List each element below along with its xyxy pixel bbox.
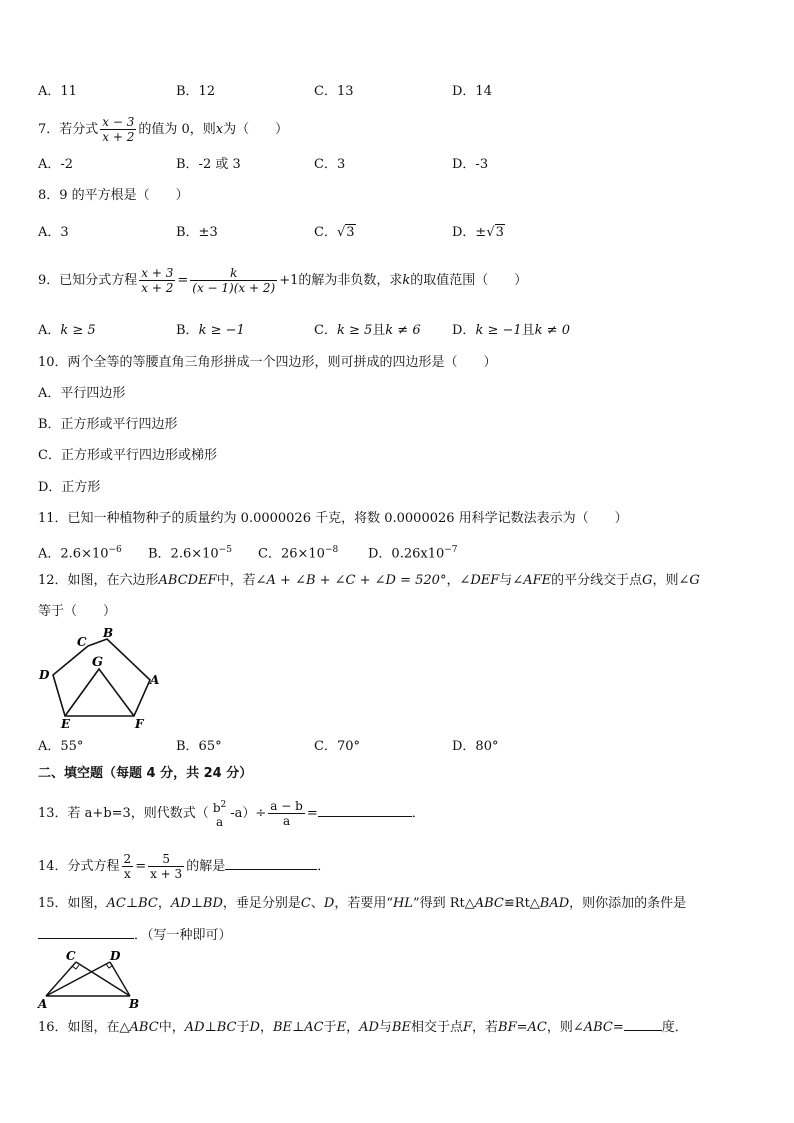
- q16-point-e: E: [336, 1020, 347, 1035]
- q7-suffix-a: 的值为 0，则: [138, 122, 216, 137]
- q9-option-d-and: 且: [521, 323, 535, 338]
- q15-p7: ≌Rt△: [503, 896, 540, 911]
- q11-option-d-exp: −7: [444, 545, 458, 555]
- q12-hexagon-figure: [34, 624, 164, 734]
- q7-var: x: [215, 122, 224, 137]
- bisector-lines: [65, 669, 134, 716]
- q12-angle-def: ∠DEF: [459, 573, 500, 588]
- q15-p5: ，若要用“: [334, 896, 393, 911]
- label-e: E: [61, 717, 71, 731]
- q12-option-c: C．70°: [314, 739, 360, 754]
- q12-p3: ，: [446, 573, 460, 588]
- q12-angle-afe: ∠AFE: [512, 573, 552, 588]
- q15-line2-text: ．（写一种即可）: [134, 928, 232, 943]
- q12-option-d: D．80°: [452, 739, 499, 754]
- q15-point-c: C: [300, 896, 311, 911]
- q8-option-c-label: C．: [314, 225, 337, 240]
- question-16: [38, 1018, 688, 1037]
- q16-p10: ，则∠: [546, 1020, 584, 1035]
- label-d: D: [110, 949, 121, 963]
- q13-f2-den: a: [282, 814, 291, 828]
- q16-p7: 与: [378, 1020, 392, 1035]
- q9-option-d: [452, 322, 570, 340]
- q7-suffix-b: 为（ ）: [223, 122, 289, 137]
- q6-option-d: D．14: [452, 84, 492, 99]
- q11-option-d-base: D．0.26x10: [368, 546, 445, 562]
- q15-bad: BAD: [539, 896, 570, 911]
- question-8: 8．9 的平方根是（ ）: [38, 188, 189, 203]
- q15-p8: ，则你添加的条件是: [569, 896, 687, 911]
- q7-fraction: [100, 115, 136, 144]
- q9-option-b-label: B．: [176, 323, 199, 338]
- q7-option-c: C．3: [314, 157, 346, 172]
- q14-fraction-2: [148, 852, 184, 881]
- q9-option-c-label: C．: [314, 323, 337, 338]
- question-10: 10．两个全等的等腰直角三角形拼成一个四边形，则可拼成的四边形是（ ）: [38, 355, 497, 370]
- q11-option-d: [368, 541, 458, 563]
- q16-ad: AD: [359, 1020, 379, 1035]
- q12-point-g-2: G: [689, 573, 700, 588]
- q16-be: BE: [391, 1020, 411, 1035]
- q16-be-perp-ac: BE⊥AC: [272, 1020, 324, 1035]
- q13-f1-den: a: [215, 815, 224, 829]
- q14-end: ．: [317, 859, 331, 874]
- q11-option-a-base: A．2.6×10: [38, 546, 109, 562]
- q14-suffix: 的解是: [186, 859, 226, 874]
- q13-f1-num-base: b: [212, 801, 221, 815]
- q16-p4: ，: [259, 1020, 273, 1035]
- q10-option-c: C．正方形或平行四边形或梯形: [38, 448, 217, 463]
- segment-ac: [46, 962, 76, 996]
- q16-ad-perp-bc: AD⊥BC: [184, 1020, 237, 1035]
- q16-answer-blank[interactable]: [624, 1018, 662, 1031]
- q8-option-d: [452, 224, 505, 242]
- q8-option-c: [314, 224, 356, 242]
- q9-prefix: 9．已知分式方程: [38, 273, 138, 288]
- q9-option-c-expr-b: k ≠ 6: [385, 323, 421, 338]
- label-b: B: [129, 997, 140, 1010]
- q12-angle-sum: ∠A + ∠B + ∠C + ∠D = 520°: [255, 573, 447, 588]
- section-2-title: 二、填空题（每题 4 分，共 24 分）: [38, 766, 253, 781]
- q16-point-d: D: [249, 1020, 260, 1035]
- sqrt-icon: √3: [486, 225, 504, 240]
- segment-cb: [76, 962, 130, 996]
- q13-f1-num: [211, 798, 228, 815]
- q15-p2: ，: [157, 896, 171, 911]
- question-15: [38, 895, 686, 913]
- q15-p3: ，垂足分别是: [222, 896, 301, 911]
- q11-option-b: [148, 541, 232, 563]
- label-a: A: [38, 997, 48, 1010]
- q12-hexagon-name: ABCDEF: [158, 573, 217, 588]
- q13-fraction-2: [268, 799, 305, 828]
- q9-var: k: [402, 273, 411, 288]
- q9-plus-one: +1: [279, 273, 299, 288]
- q16-p2: 中，: [158, 1020, 185, 1035]
- q10-option-a: A．平行四边形: [38, 386, 126, 401]
- q13-end: ．: [411, 806, 425, 821]
- q9-lhs-den: x + 2: [141, 281, 174, 295]
- q8-option-c-radicand: 3: [346, 225, 355, 240]
- question-7: [38, 115, 288, 144]
- question-13: [38, 798, 425, 829]
- label-c: C: [66, 949, 76, 963]
- q7-frac-den: x + 2: [102, 130, 135, 144]
- q9-rhs-num: k: [190, 266, 277, 281]
- q9-option-d-label: D．: [452, 323, 476, 338]
- q7-frac-num: x − 3: [102, 115, 135, 129]
- q11-option-a-exp: −6: [108, 545, 122, 555]
- q16-p6: ，: [346, 1020, 360, 1035]
- label-d: D: [39, 668, 50, 682]
- q9-lhs-num: x + 3: [141, 266, 174, 280]
- q14-f2-den: x + 3: [150, 867, 183, 881]
- q12-option-b: B．65°: [176, 739, 222, 754]
- q15-p6: ”得到 Rt△: [412, 896, 475, 911]
- q6-option-b: B．12: [176, 84, 216, 99]
- q11-option-c-exp: −8: [324, 545, 339, 555]
- q16-abc-2: ABC: [583, 1020, 613, 1035]
- q13-prefix: 13．若 a+b=3，则代数式（: [38, 806, 209, 821]
- q8-option-d-label: D．±: [452, 225, 487, 240]
- q16-p8: 相交于点: [410, 1020, 463, 1035]
- q9-option-c-expr-a: k ≥ 5: [336, 323, 373, 338]
- q12-line-2: 等于（ ）: [38, 604, 117, 619]
- q15-ad-perp-bd: AD⊥BD: [170, 896, 223, 911]
- q12-p4: 与: [499, 573, 513, 588]
- segment-db: [110, 962, 130, 996]
- q15-p1: 15．如图，: [38, 896, 107, 911]
- q9-suffix: 的取值范围（ ）: [410, 273, 528, 288]
- q16-point-f: F: [462, 1020, 473, 1035]
- q8-option-b: B．±3: [176, 225, 218, 240]
- q15-point-d: D: [323, 896, 335, 911]
- q12-option-a: A．55°: [38, 739, 84, 754]
- q8-option-d-radicand: 3: [495, 225, 504, 240]
- q12-p1: 12．如图，在六边形: [38, 573, 159, 588]
- q16-end: 度．: [661, 1020, 688, 1035]
- q13-f1-num-exp: 2: [220, 800, 227, 810]
- label-a: A: [150, 673, 160, 687]
- label-f: F: [135, 717, 144, 731]
- q14-f1-den: x: [123, 867, 131, 881]
- question-14: [38, 852, 330, 881]
- q13-answer-blank[interactable]: [318, 804, 412, 817]
- q13-equals: =: [306, 806, 318, 821]
- q15-line-2: [38, 926, 232, 945]
- question-9: [38, 266, 527, 295]
- q11-option-b-exp: −5: [218, 545, 232, 555]
- q9-option-d-expr-b: k ≠ 0: [534, 323, 570, 338]
- q7-option-a: A．-2: [38, 157, 74, 172]
- q15-hl: HL: [392, 896, 413, 911]
- q9-lhs-fraction: [139, 266, 175, 295]
- q12-point-g: G: [642, 573, 653, 588]
- q15-p4: 、: [310, 896, 324, 911]
- q14-f1-num: 2: [123, 852, 132, 866]
- q10-option-b: B．正方形或平行四边形: [38, 417, 178, 432]
- q14-prefix: 14．分式方程: [38, 859, 120, 874]
- q9-option-c-and: 且: [372, 323, 386, 338]
- q13-fraction-1: [211, 798, 228, 829]
- q9-equals: =: [177, 273, 189, 288]
- q13-f2-num: a − b: [270, 799, 303, 813]
- q12-p5: 的平分线交于点: [551, 573, 643, 588]
- q9-mid: 的解为非负数，求: [298, 273, 403, 288]
- q11-option-c: [258, 541, 338, 563]
- q15-answer-blank[interactable]: [38, 926, 134, 939]
- hexagon-outline: [53, 639, 150, 716]
- q9-option-d-expr-a: k ≥ −1: [475, 323, 522, 338]
- question-12: [38, 572, 700, 590]
- sqrt-icon: √3: [336, 225, 355, 240]
- label-b: B: [103, 626, 114, 640]
- q10-option-d: D．正方形: [38, 480, 101, 495]
- q12-p6: ，则∠: [652, 573, 690, 588]
- q16-p1: 16．如图，在△: [38, 1020, 130, 1035]
- q16-p9: ，若: [472, 1020, 499, 1035]
- q9-rhs-den: (x − 1)(x + 2): [192, 281, 276, 295]
- q14-answer-blank[interactable]: [225, 857, 317, 870]
- q14-fraction-1: [122, 852, 134, 881]
- q9-option-c: [314, 322, 421, 340]
- q16-abc: ABC: [129, 1020, 159, 1035]
- question-11: 11．已知一种植物种子的质量约为 0.0000026 千克，将数 0.0000026 用科学记数法表示为（ ）: [38, 511, 628, 526]
- q15-abc: ABC: [474, 896, 504, 911]
- q9-option-b: [176, 322, 245, 340]
- q11-option-c-base: C．26×10: [258, 546, 325, 562]
- q16-bf-eq-ac: BF=AC: [498, 1020, 547, 1035]
- label-c: C: [77, 635, 87, 649]
- q12-p2: 中，若: [216, 573, 256, 588]
- q11-option-a: [38, 541, 122, 563]
- q7-option-d: D．-3: [452, 157, 489, 172]
- q13-minus-a: -a）÷: [230, 806, 267, 821]
- q16-p11: =: [612, 1020, 624, 1035]
- q9-option-a-label: A．: [38, 323, 61, 338]
- q6-option-c: C．13: [314, 84, 354, 99]
- q9-option-a-expr: k ≥ 5: [60, 323, 96, 338]
- q14-f2-num: 5: [148, 852, 184, 867]
- q6-option-a: A．11: [38, 84, 77, 99]
- q14-equals: =: [135, 859, 147, 874]
- q16-p5: 于: [323, 1020, 337, 1035]
- label-g: G: [92, 655, 104, 670]
- q15-ac-perp-bc: AC⊥BC: [106, 896, 158, 911]
- q15-figure: [34, 948, 146, 1010]
- q9-rhs-fraction: [190, 266, 277, 295]
- q7-option-b: B．-2 或 3: [176, 157, 241, 172]
- q11-option-b-base: B．2.6×10: [148, 546, 219, 562]
- q9-option-b-expr: k ≥ −1: [198, 323, 245, 338]
- q16-p3: 于: [236, 1020, 250, 1035]
- q9-option-a: [38, 322, 96, 340]
- q8-option-a: A．3: [38, 225, 69, 240]
- q7-prefix: 7．若分式: [38, 122, 99, 137]
